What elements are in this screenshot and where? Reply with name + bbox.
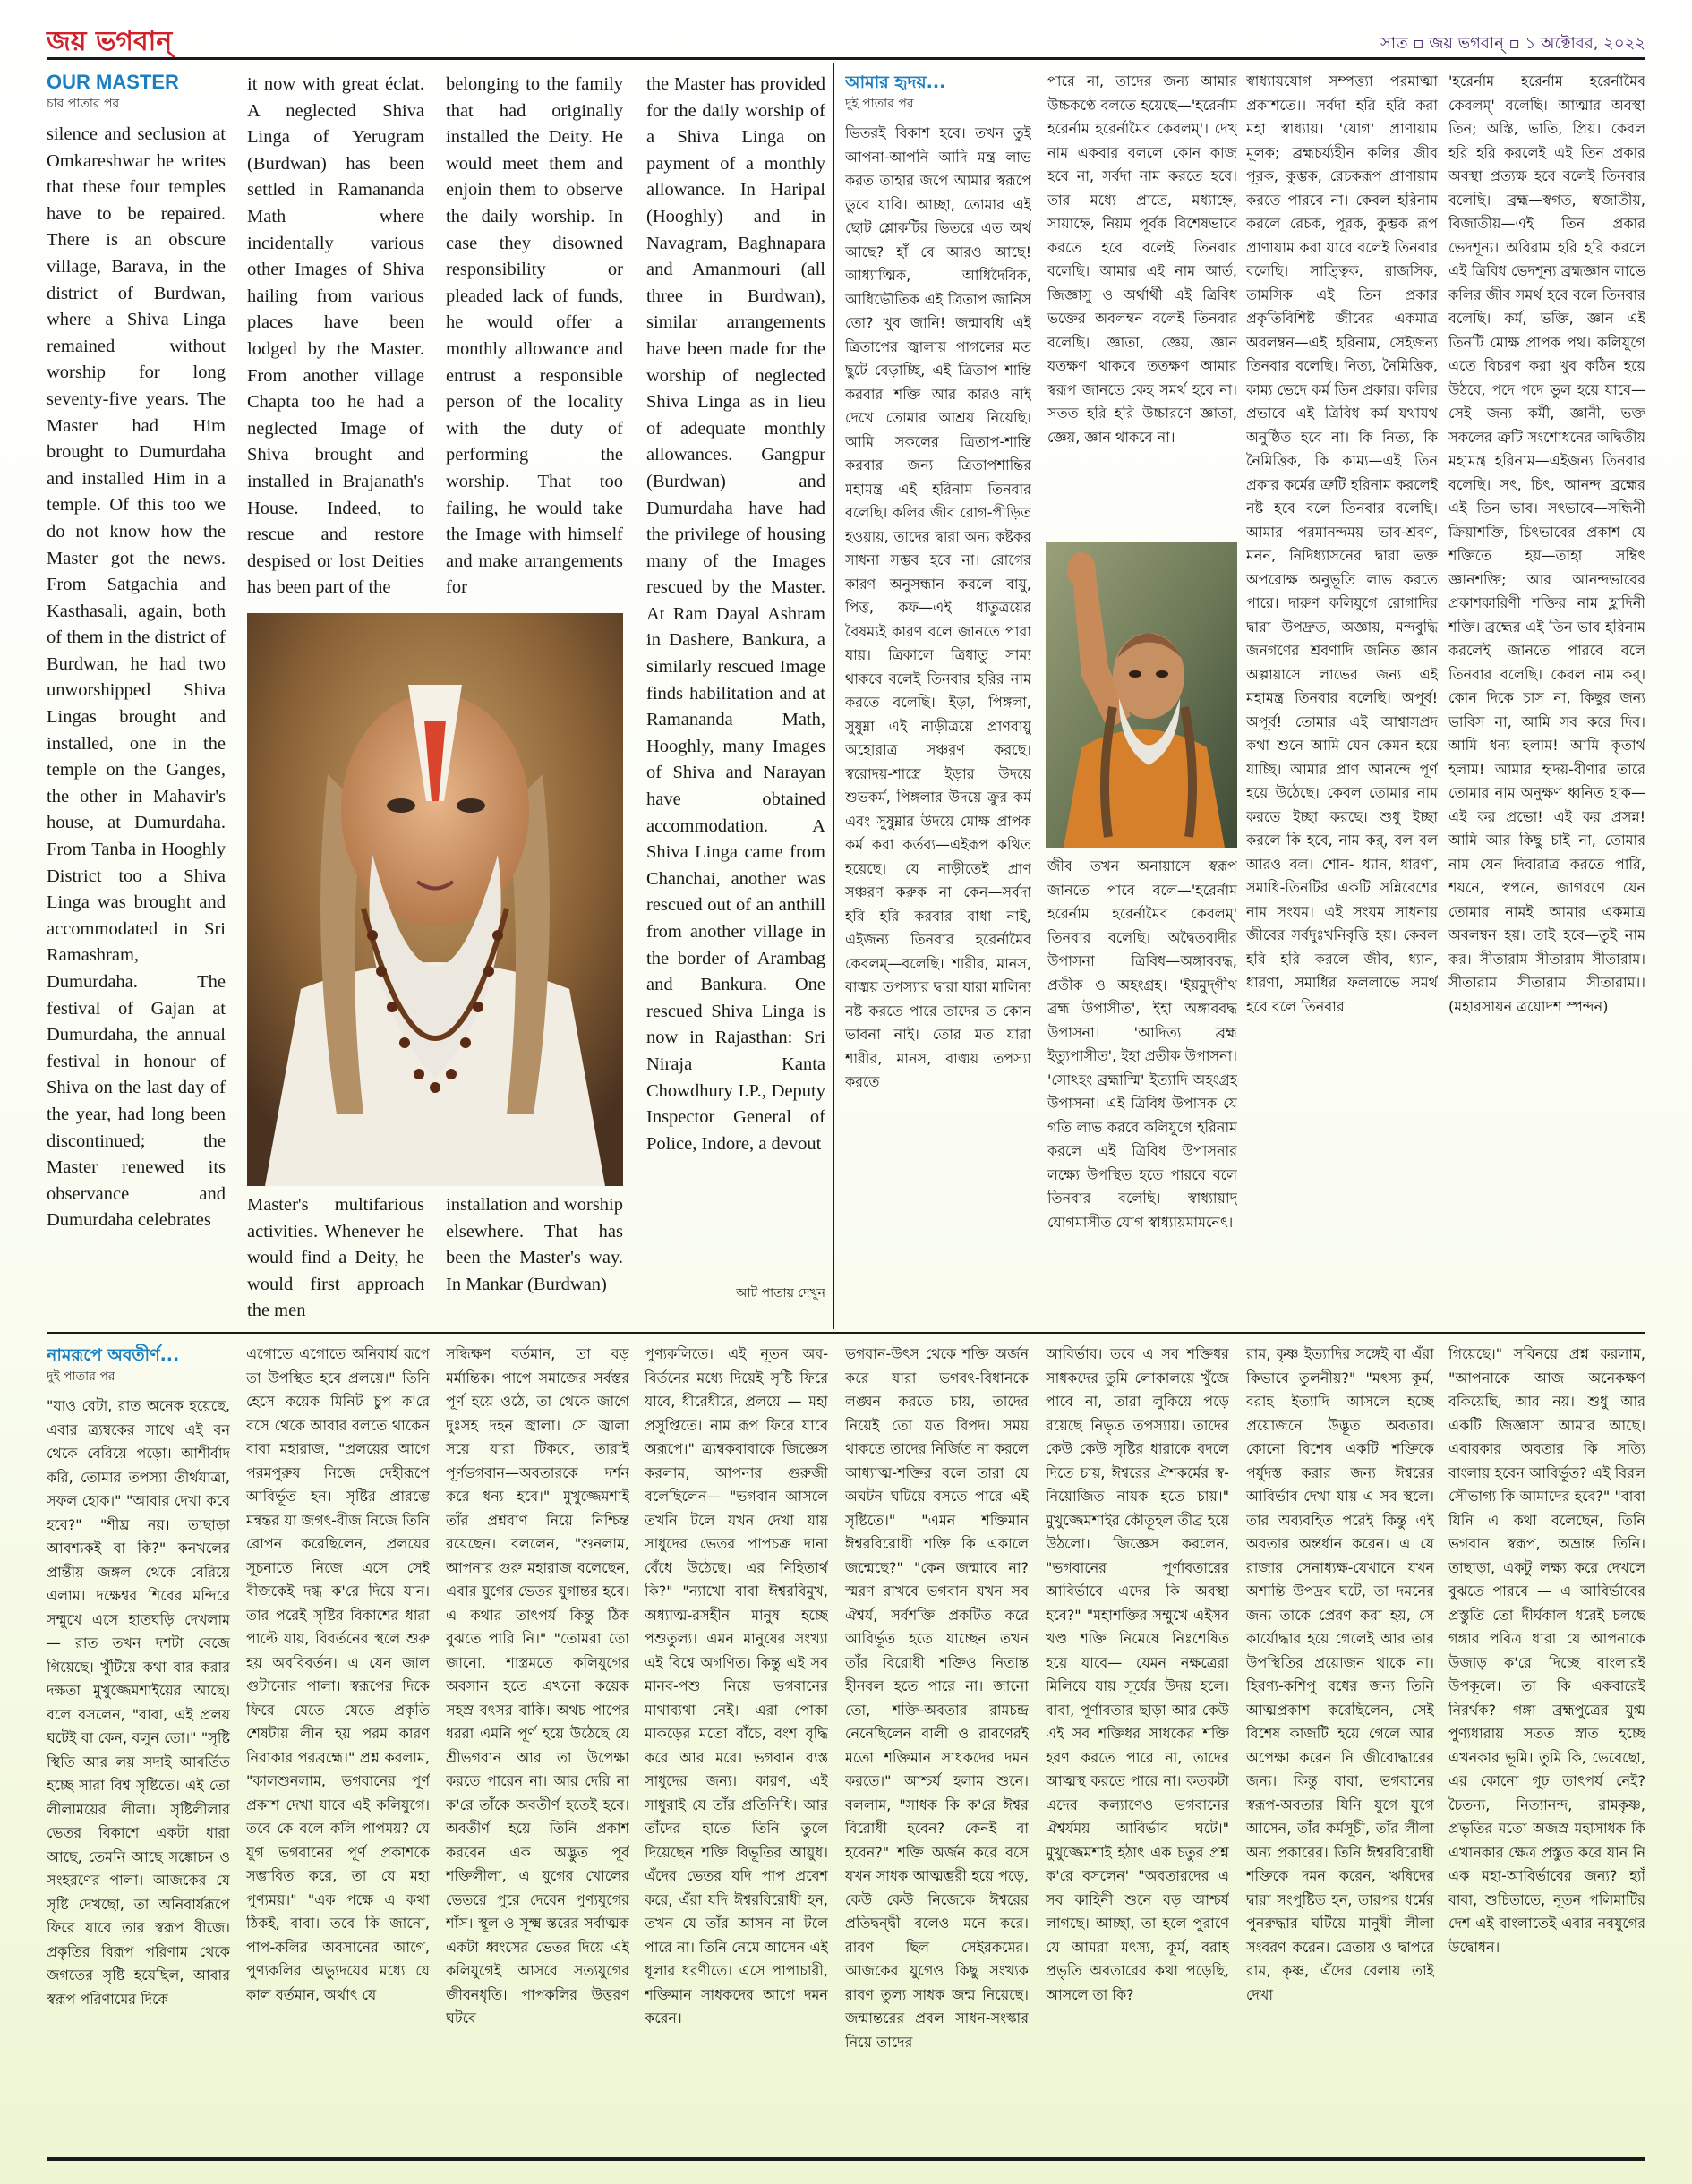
amar-hriday-col-1 [845,70,1031,1323]
column-divider [833,63,834,1329]
amar-hriday-col-3 [1246,70,1438,1323]
naamrupe-text-8: গিয়েছে।" সবিনয়ে প্রশ্ন করলাম, "আপনাকে আজ অনেকক্ষণ বকিয়েছি, আর নয়। শুধু আর একটি জিজ্ঞাসা আমার আছে। এবারকার অবতার কি সত্যি বাংলায় হবেন আবির্ভূত? এই বিরল সৌভাগ্য কি আমাদের হবে?" "বাবা যিনি এ কথা বলেছেন, তিনি ভগবান স্বরূপ, অভ্রান্ত তিনি। তাছাড়া, একটু লক্ষ্য করে দেখলে বুঝতে পারবে — এ আবির্ভাবের প্রস্তুতি তো দীর্ঘকাল ধরেই চলছে গঙ্গার পবিত্র ধারা যে আপনাকে উজাড় ক'রে দিচ্ছে বাংলারই উপকূলে। তা কি একবারেই নিরর্থক? গঙ্গা ব্রহ্মপুত্রের যুগ্ম পুণ্যধারায় সতত স্নাত হচ্ছে এখনকার ভূমি। তুমি কি, ভেবেছো, এর কোনো গূঢ় তাৎপর্য নেই? চৈতন্য, নিত্যানন্দ, রামকৃষ্ণ, প্রভৃতির মতো অজস্র মহাসাধক কি এখানকার ক্ষেত্র প্রস্তুত করে যান নি এক মহা-আবির্ভাবের জন্য? হ্যাঁ বাবা, শুচিতাতে, নূতন পলিমাটির দেশ এই বাংলাতেই এবার নবযুগের উদ্বোধন। [1448,1345,1645,1956]
naamrupe-col-8 [1448,1343,1645,2148]
amar-hriday-text-1: ভিতরই বিকাশ হবে। তখন তুই আপনা-আপনি আদি মন্ত্র লাভ করত তাহার জপে আমার স্বরূপে ডুবে যাবি। আচ্ছা, তোমার এই ছোট শ্লোকটির ভিতরে এত অর্থ আছে? হাঁ বে আরও আছে! আধ্যাত্মিক, আধিদৈবিক, আধিভৌতিক এই ত্রিতাপ জানিস তো? খুব জানি! জন্মাবধি এই ত্রিতাপের জ্বালায় পাগলের মত ছুটে বেড়াচ্ছি, এই ত্রিতাপ শান্তি করবার শক্তি আর কারও নাই দেখে তোমার আশ্রয় নিয়েছি। আমি সকলের ত্রিতাপ-শান্তি করবার জন্য ত্রিতাপশান্তির মহামন্ত্র এই হরিনাম তিনবার বলেছি। কলির জীব রোগ-পীড়িত হওয়ায়, তাদের দ্বারা অন্য কষ্টকর সাধনা সম্ভব হবে না। রোগের কারণ অনুসন্ধান করলে বায়ু, পিত্ত, কফ—এই ধাতুত্রয়ের বৈষম্যই কারণ বলে জানতে পারা যায়। ত্রিকালে ত্রিধাতু সাম্য থাকবে বলেই তিনবার হরির নাম করতে বলেছি। ইড়া, পিঙ্গলা, সুষুম্না এই নাড়ীত্রয়ে প্রাণবায়ু অহোরাত্র সঞ্চরণ করছে। স্বরোদয়-শাস্ত্রে ইড়ার উদয়ে শুভকর্ম, পিঙ্গলার উদয়ে ক্রুর কর্ম এবং সুষুম্নার উদয়ে মোক্ষ প্রাপক কর্ম করা কর্তব্য—এইরূপ কথিত হয়েছে। যে নাড়ীতেই প্রাণ সঞ্চরণ করুক না কেন—সর্বদা হরি হরি করবার বাধা নাই, এইজন্য তিনবার হরের্নামৈব কেবলম্—বলেছি। শারীর, মানস, বাঙ্ময় তপস্যার দ্বারা যারা মালিন্য নষ্ট করতে পারে তাদের ত কোন ভাবনা নাই। তোর মত যারা শারীর, মানস, বাঙ্ময় তপস্যা করতে [845,124,1031,1090]
naamrupe-col-6 [1046,1343,1229,2148]
naamrupe-text-5: ভগবান-উৎস থেকে শক্তি অর্জন করে যারা ভগবৎ-বিধানকে লঙ্ঘন করতে চায়, তাদের নিয়েই তো যত বিপদ। সময় থাকতে তাদের নির্জিত না করলে আধ্যাত্ম-শক্তির বলে তারা যে অঘটন ঘটিয়ে বসতে পারে এই সৃষ্টিতে।" "এমন শক্তিমান ঈশ্বরবিরোধী শক্তি কি একালে জন্মেছে?" "কেন জন্মাবে না? স্মরণ রাখবে ভগবান যখন সব ঐশ্বর্য, সর্বশক্তি প্রকটিত করে আবির্ভূত হতে যাচ্ছেন তখন তাঁর বিরোধী শক্তিও নিতান্ত হীনবল হতে পারে না। জানো তো, শক্তি-অবতার রামচন্দ্র নেনেছিলেন বালী ও রাবণেরই মতো শক্তিমান সাধকদের দমন করতে।" আশ্চর্য হলাম শুনে। বললাম, "সাধক কি ক'রে ঈশ্বর বিরোধী হবেন? কেনই বা হবেন?" শক্তি অর্জন করে বসে যখন সাধক আত্মম্ভরী হয়ে পড়ে, কেউ কেউ নিজেকে ঈশ্বরের প্রতিদ্বন্দ্বী বলেও মনে করে। রাবণ ছিল সেইরকমের। আজকের যুগেও কিছু সংখ্যক রাবণ তুল্য সাধক জন্ম নিয়েছে। জন্মান্তরের প্রবল সাধন-সংস্কার নিয়ে তাদের [845,1345,1029,2051]
page-folio: সাত ▫ জয় ভগবান্ ▫ ১ অক্টোবর, ২০২২ [1380,34,1645,53]
master-portrait-photo [247,613,623,1186]
our-master-col-2-bottom [247,1192,424,1322]
our-master-col-1 [47,70,226,1318]
naamrupe-text-7: রাম, কৃষ্ণ ইত্যাদির সঙ্গেই বা এঁরা কিভাবে তুলনীয়?" "মৎস্য কূর্ম, বরাহ ইত্যাদি আসলে হচ্ছে প্রয়োজনে উদ্ভূত অবতার। কোনো বিশেষ একটি শক্তিকে পর্যুদস্ত করার জন্য ঈশ্বরের আবির্ভাব দেখা যায় এ সব স্থলে। তার অব্যবহিত পরেই কিন্তু এই অবতার অন্তর্ধান করেন। এ যে রাজার সেনাধ্যক্ষ-যেখানে যখন অশান্তি উপদ্রব ঘটে, তা দমনের জন্য তাকে প্রেরণ করা হয়, সে কার্যোদ্ধার হয়ে গেলেই আর তার উপস্থিতির প্রয়োজন থাকে না। হিরণ্য-কশিপু বধের জন্য তিনি আত্মপ্রকাশ করেছিলেন, সেই বিশেষ কাজটি হয়ে গেলে আর অপেক্ষা করেন নি জীবোদ্ধারের জন্য। কিন্তু বাবা, ভগবানের স্বরূপ-অবতার যিনি যুগে যুগে আসেন, তাঁর কর্মসূচী, তাঁর লীলা অন্য প্রকারের। তিনি ঈশ্বরবিরোধী শক্তিকে দমন করেন, ঋষিদের দ্বারা সংপুষ্টিত হন, তারপর ধর্মের পুনরুদ্ধার ঘটিয়ে মানুষী লীলা সংবরণ করেন। ত্রেতায় ও দ্বাপরে রাম, কৃষ্ণ, এঁদের বেলায় তাই দেখা [1246,1345,1434,2003]
amar-hriday-heading: আমার হৃদয়... [845,73,946,92]
our-master-col-2-top [247,72,424,607]
our-master-text-2b: Master's multifarious activities. Whenever he would find a Deity, he would first approach the men [247,1195,424,1321]
naamrupe-col-7 [1246,1343,1434,2148]
footer-rule [47,2157,1645,2161]
our-master-col-3-top [446,72,623,607]
brand-title: জয় ভগবান্ [47,26,173,57]
our-master-jump: আট পাতায় দেখুন [736,1286,825,1301]
our-master-text-4: the Master has provided for the daily worship of a Shiva Linga on payment of a monthly allowance. In Haripal (Hooghly) and in Navagram, Baghnapara and Amanmouri (all three in Burdwan), similar arrangements have been made for the worship of neglected Shiva Linga as in lieu of adequate monthly allowances. Gangpur (Burdwan) and Dumurdaha have had the privilege of housing many of the Images rescued by the Master. At Ram Dayal Ashram in Dashere, Bankura, a similarly rescued Image finds habilitation and at Ramananda Math, Hooghly, many Images of Shiva and Narayan have obtained accommodation. A Shiva Linga came from Chanchai, another was rescued out of an anthill from another village in the border of Arambag and Bankura. One rescued Shiva Linga is now in Rajasthan: Sri Niraja Kanta Chowdhury I.P., Deputy Inspector General of Police, Indore, a devout [646,74,825,1154]
naamrupe-col-1 [47,1343,230,2148]
our-master-continued: চার পাতার পর [47,97,120,111]
amar-hriday-continued: দুই পাতার পর [845,97,914,111]
amar-hriday-col-2-top [1047,70,1237,535]
section-rule [47,1332,1645,1334]
naamrupe-text-1: "যাও বেটা, রাত অনেক হয়েছে, এবার ত্র্যম্বকের সাথে এই বন থেকে বেরিয়ে পড়ো। আশীর্বাদ করি, তোমার তপস্যা তীর্থযাত্রা, সফল হোক।" "আবার দেখা কবে হবে?" "শীঘ্র নয়। তাছাড়া আবশ্যকই বা কি?" কনখলের প্রান্তীয় জঙ্গল থেকে বেরিয়ে এলাম। দক্ষেশ্বর শিবের মন্দিরে সম্মুখে এসে হাতঘড়ি দেখলাম — রাত তখন দশটা বেজে গিয়েছে। খুঁটিয়ে কথা বার করার দক্ষতা মুখুজ্জেমশাইয়ের আছে। বলে বসলেন, "বাবা, এই প্রলয় ঘটেই বা কেন, বলুন তো।" "সৃষ্টি স্থিতি আর লয় সদাই আবর্তিত হচ্ছে সারা বিশ্ব সৃষ্টিতে। এই তো লীলাময়ের লীলা। সৃষ্টিলীলার ভেতর বিকাশে একটা ধারা আছে, তেমনি আছে সঙ্কোচন ও সংহরণের পালা। আজকের যে সৃষ্টি দেখছো, তা অনিবার্যরূপে ফিরে যাবে তার স্বরূপ বীজে। প্রকৃতির বিরূপ পরিণাম থেকে জগতের সৃষ্টি হয়েছিল, আবার স্বরূপ পরিণামের দিকে [47,1397,230,2008]
naamrupe-text-6: আবির্ভাব। তবে এ সব শক্তিধর সাধকদের তুমি লোকালয়ে খুঁজে পাবে না, তারা লুকিয়ে পড়ে রয়েছে নিভৃত তপস্যায়। তাদের কেউ কেউ সৃষ্টির ধারাকে বদলে দিতে চায়, ঈশ্বরের ঐশকর্মের স্ব-নিয়োজিত নায়ক হতে চায়।" মুখুজ্জেমশাইর কৌতূহল তীব্র হয়ে উঠলো। জিজ্ঞেস করলেন, "ভগবানের পূর্ণাবতারের আবির্ভাবে এদের কি অবস্থা হবে?" "মহাশক্তির সম্মুখে এইসব খণ্ড শক্তি নিমেষে নিঃশেষিত হয়ে যাবে— যেমন নক্ষত্রেরা মিলিয়ে যায় সূর্যের উদয় হলে। বাবা, পূর্ণাবতার ছাড়া আর কেউ এই সব শক্তিধর সাধকের শক্তি হরণ করতে পারে না, তাদের আত্মস্থ করতে পারে না। কতকটা এদের কল্যাণেও ভগবানের ঐশ্বর্যময় আবির্ভাব ঘটে।" মুখুজ্জেমশাই হঠাৎ এক চতুর প্রশ্ন ক'রে বসলেন' "অবতারদের এ সব কাহিনী শুনে বড় আশ্চর্য লাগছে। আচ্ছা, তা হলে পুরাণে যে আমরা মৎস্য, কূর্ম, বরাহ প্রভৃতি অবতারের কথা পড়েছি, আসলে তা কি? [1046,1345,1229,2003]
naamrupe-col-5 [845,1343,1029,2148]
amar-hriday-text-2b: জীব তখন অনায়াসে স্বরূপ জানতে পাবে বলে—'হরের্নাম হরের্নাম হরের্নামৈব কেবলম্' তিনবার বলেছি। অদ্বৈতবাদীর উপাসনা ত্রিবিধ—অঙ্গাববদ্ধ, প্রতীক ও অহংগ্রহ। 'ইয়মুদ্‌গীথ ব্রহ্ম উপাসীত', ইহা অঙ্গাববদ্ধ উপাসনা। 'আদিত্য ব্রহ্ম ইত্যুপাসীত', ইহা প্রতীক উপাসনা। 'সোঽহং ব্রহ্মাস্মি' ইত্যাদি অহংগ্রহ উপাসনা। এই ত্রিবিধ উপাসক যে গতি লাভ করবে কলিযুগে হরিনাম করলে এই ত্রিবিধ উপাসনার লক্ষ্যে উপস্থিত হতে পারবে বলে তিনবার বলেছি। স্বাধ্যায়াদ্ যোগমাসীত যোগ স্বাধ্যায়মামনেৎ। [1047,857,1237,1231]
naamrupe-continued: দুই পাতার পর [47,1369,115,1384]
naamrupe-col-4 [645,1343,828,2148]
master-portrait-image [247,613,623,1186]
masthead [47,20,1645,55]
our-master-col-4 [646,72,825,1320]
amar-hriday-text-4: 'হরের্নাম হরের্নাম হরের্নামৈব কেবলম্' বলেছি। আত্মার অবস্থা তিন; অস্তি, ভাতি, প্রিয়। কেবল হরি হরি করলেই এই তিন প্রকার অবস্থা প্রত্যক্ষ হবে বলেই তিনবার বলেছি। ব্রহ্ম—স্বগত, স্বজাতীয়, বিজাতীয়—এই তিন প্রকার ভেদশূন্য। অবিরাম হরি হরি করলে এই ত্রিবিধ ভেদশূন্য ব্রহ্মজ্ঞান লাভে কলির জীব সমর্থ হবে বলে তিনবার বলেছি। কর্ম, ভক্তি, জ্ঞান এই তিনটি মোক্ষ প্রাপক পথ। কলিযুগে এতে বিচরণ করা খুব কঠিন হয়ে উঠবে, পদে পদে ভুল হয়ে যাবে—সেই জন্য কর্মী, জ্ঞানী, ভক্ত সকলের ত্রুটি সংশোধনের অদ্বিতীয় মহামন্ত্র হরিনাম—এইজন্য তিনবার বলেছি। সৎ, চিৎ, আনন্দ ব্রহ্মের এই তিন ভাব। সৎভাবে—সন্ধিনী ক্রিয়াশক্তি, চিৎভাবের প্রকাশ যে শক্তিতে হয়—তাহা সম্বিৎ জ্ঞানশক্তি; আর আনন্দভাবের প্রকাশকারিণী শক্তির নাম হ্লাদিনী শক্তি। ব্রহ্মের এই তিন ভাব হরিনাম করলেই জানতে পারবে বলে তিনবার বলেছি। কেবল নাম কর্। কোন দিকে চাস না, কিছুর জন্য ভাবিস না, আমি সব করে দিব। আমি ধন্য হলাম! আমি কৃতার্থ হলাম! আমার হৃদয়-বীণার তারে তোমার নাম অনুক্ষণ ধ্বনিত হ'ক—এই কর প্রভো! এই কর প্রসন্ন! আমি আর কিছু চাই না, তোমার নাম যেন দিবারাত্র করতে পারি, শয়নে, স্বপনে, জাগরণে যেন তোমার নামই আমার একমাত্র অবলম্বন হয়। তাই হবে—তুই নাম কর। সীতারাম সীতারাম সীতারাম। সীতারাম সীতারাম সীতারাম।। (মহারসায়ন ত্রয়োদশ স্পন্দন) [1448,73,1645,1015]
amar-hriday-col-4 [1448,70,1645,1323]
our-master-col-3-bottom [446,1192,623,1322]
amar-hriday-text-2a: পারে না, তাদের জন্য আমার উচ্চকণ্ঠে বলতে হয়েছে—'হরের্নাম হরের্নাম হরের্নামৈব কেবলম্'। দেখ্ নাম একবার বললে কোন কাজ হবে না, সর্বদা নাম করতে হবে। তার মধ্যে প্রাতে, মধ্যাহ্নে, সায়াহ্নে, নিয়ম পূর্বক বিশেষভাবে করতে হবে বলেই তিনবার বলেছি। আমার এই নাম আর্ত, জিজ্ঞাসু ও অর্থার্থী এই ত্রিবিধ ভক্তের অবলম্বন বলেই তিনবার বলেছি। জ্ঞাতা, জ্ঞেয়, জ্ঞান যতক্ষণ থাকবে ততক্ষণ আমার স্বরূপ জানতে কেহ সমর্থ হবে না। সতত হরি হরি উচ্চারণে জ্ঞাতা, জ্ঞেয়, জ্ঞান থাকবে না। [1047,73,1237,446]
naamrupe-heading: নামরূপে অবতীর্ণ... [47,1345,180,1365]
amar-hriday-col-2-bottom [1047,855,1237,1325]
our-master-text-3b: installation and worship elsewhere. That has been the Master's way. In Mankar (Burdwan) [446,1195,623,1294]
our-master-text-3a: belonging to the family that had originally installed the Deity. He would meet them and enjoin them to observe the daily worship. In case they disowned responsibility or pleaded lack of funds, he would offer a monthly allowance and entrust a responsible person of the locality with the duty of performing the worship. That too failing, he would take the Image with himself and make arrangements for [446,74,623,598]
our-master-text-2a: it now with great éclat. A neglected Shiva Linga of Yerugram (Burdwan) has been settled in Ramananda Math where incidentally various other Images of Shiva hailing from various places have been lodged by the Master. From another village Chapta too he had a neglected Image of Shiva brought and installed in Brajanath's House. Indeed, to rescue and restore despised or lost Deities has been part of the [247,74,424,598]
master-blessing-photo [1046,542,1237,848]
our-master-heading: OUR MASTER [47,71,179,93]
naamrupe-text-3: সন্ধিক্ষণ বর্তমান, তা বড় মর্মান্তিক। পাপে সমাজের সর্বস্তর পূর্ণ হয়ে ওঠে, তা থেকে জাগে দুঃসহ দহন জ্বালা। সে জ্বালা সয়ে যারা টিকবে, তারাই পূর্ণভগবান—অবতারকে দর্শন করে ধন্য হবে।" মুখুজ্জেমশাই তাঁর প্রশ্নবাণ নিয়ে নিশ্চিন্ত রয়েছেন। বললেন, "শুনলাম, আপনার গুরু মহারাজ বলেছেন, এবার যুগের ভেতর যুগান্তর হবে। এ কথার তাৎপর্য কিন্তু ঠিক বুঝতে পারি নি।" "তোমরা তো জানো, শাস্ত্রমতে কলিযুগের অবসান হতে এখনো কয়েক সহস্র বৎসর বাকি। অথচ পাপের ধররা এমনি পূর্ণ হয়ে উঠেছে যে শ্রীভগবান আর তা উপেক্ষা করতে পারেন না। আর দেরি না ক'রে তাঁকে অবতীর্ণ হতেই হবে। অবতীর্ণ হয়ে তিনি প্রকাশ করবেন এক অদ্ভুত পূর্ব শক্তিলীলা, এ যুগের খোলের ভেতরে পুরে দেবেন পুণ্যযুগের শাঁস। স্থূল ও সূক্ষ্ম স্তরের সর্বাত্মক একটা ধ্বংসের ভেতর দিয়ে এই কলিযুগেই আসবে সত্যযুগের জীবনধৃতি। পাপকলির উত্তরণ ঘটবে [446,1345,629,2026]
master-blessing-image [1046,542,1237,848]
naamrupe-text-4: পুণ্যকলিতে। এই নূতন অব-বির্তনের মধ্যে দিয়েই সৃষ্টি ফিরে যাবে, ধীরেধীরে, প্রলয়ে — মহা প্রসুপ্তিতে। নাম রূপ ফিরে যাবে অরূপে।" ত্র্যম্বকবাবাকে জিজ্ঞেস করলাম, আপনার গুরুজী বলেছিলেন— "ভগবান আসলে তখনি টলে যখন দেখা যায় সাধুদের ভেতর পাপচক্র দানা বেঁধে উঠেছে। এর নিহিতার্থ কি?" "ন্যাখো বাবা ঈশ্বরবিমুখ, অধ্যাত্ম-রসহীন মানুষ হচ্ছে পশুতুল্য। এমন মানুষের সংখ্যা এই বিশ্বে অগণিত। কিন্তু এই সব মানব-পশু নিয়ে ভগবানের মাথাব্যথা নেই। এরা পোকা মাকড়ের মতো বাঁচে, বংশ বৃদ্ধি করে আর মরে। ভগবান ব্যস্ত সাধুদের জন্য। কারণ, এই সাধুরাই যে তাঁর প্রতিনিধি। আর তাঁদের হাতে তিনি তুলে দিয়েছেন শক্তি বিভূতির আয়ুধ। এঁদের ভেতর যদি পাপ প্রবেশ করে, এঁরা যদি ঈশ্বরবিরোধী হন, তখন যে তাঁর আসন না টলে পারে না। তিনি নেমে আসেন এই ধূলার ধরণীতে। এসে পাপাচারী, শক্তিমান সাধকদের আগে দমন করেন। [645,1345,828,2026]
naamrupe-col-3 [446,1343,629,2148]
header-rule [47,57,1645,60]
our-master-text-1: silence and seclusion at Omkareshwar he writes that these four temples have to be repaired. There is an obscure village, Barava, in the district of Burdwan, where a Shiva Linga remained without worship for long seventy-five years. The Master had Him brought to Dumurdaha and installed Him in a temple. Of this too we do not know how the Master got the news. From Satgachia and Kasthasali, again, both of them in the district of Burdwan, he had two unworshipped Shiva Lingas brought and installed, one in the temple on the Ganges, the other in Mahavir's house, at Dumurdaha. From Tanba in Hooghly District too a Shiva Linga was brought and accommodated in Sri Ramashram, Dumurdaha. The festival of Gajan at Dumurdaha, the annual festival in honour of Shiva on the last day of the year, had long been discontinued; the Master renewed its observance and Dumurdaha celebrates [47,124,226,1231]
naamrupe-text-2: এগোতে এগোতে অনিবার্য রূপে তা উপস্থিত হবে প্রলয়ে।" তিনি হেসে কয়েক মিনিট চুপ ক'রে বসে থেকে আবার বলতে থাকেন বাবা মহারাজ, "প্রলয়ের আগে পরমপুরুষ নিজে দেহীরূপে আবির্ভূত হন। সৃষ্টির প্রারম্ভে মন্বন্তর যা জগৎ-বীজ নিজে তিনি রোপন করেছিলেন, প্রলয়ের সূচনাতে নিজে এসে সেই বীজকেই দগ্ধ ক'রে দিয়ে যান। তার পরেই সৃষ্টির বিকাশের ধারা পাল্টে যায়, বিবর্তনের স্থলে শুরু হয় অববিবর্তন। এ যেন জাল গুটানোর পালা। স্বরূপের দিকে ফিরে যেতে যেতে প্রকৃতি শেষটায় লীন হয় পরম কারণ নিরাকার পরব্রহ্মে।" প্রশ্ন করলাম, "কালশুনলাম, ভগবানের পূর্ণ প্রকাশ দেখা যাবে এই কলিযুগে। তবে কে বলে কলি পাপময়? যে যুগ ভগবানের পূর্ণ প্রকাশকে সম্ভাবিত করে, তা যে মহা পুণ্যময়।" "এক পক্ষে এ কথা ঠিকই, বাবা। তবে কি জানো, পাপ-কলির অবসানের আগে, পুণ্যকলির অভ্যুদয়ের মধ্যে যে কাল বর্তমান, অর্থাৎ যে [246,1345,430,2003]
amar-hriday-text-3: স্বাধ্যায়যোগ সম্পত্ত্যা পরমাত্মা প্রকাশতে।। সর্বদা হরি হরি করা মহা স্বাধ্যায়। 'যোগ' প্রাণায়াম মূলক; ব্রহ্মচর্য্যহীন কলির জীব পূরক, কুম্ভক, রেচকরূপ প্রাণায়াম করতে পারবে না। কেবল হরিনাম করলে রেচক, পূরক, কুম্ভক রূপ প্রাণায়াম করা যাবে বলেই তিনবার বলেছি। সাত্ত্বিক, রাজসিক, তামসিক এই তিন প্রকার প্রকৃতিবিশিষ্ট জীবের একমাত্র অবলম্বন—এই হরিনাম, সেইজন্য তিনবার বলেছি। নিত্য, নৈমিত্তিক, কাম্য ভেদে কর্ম তিন প্রকার। কলির প্রভাবে এই ত্রিবিধ কর্ম যথাযথ অনুষ্ঠিত হবে না। কি নিত্য, কি নৈমিত্তিক, কি কাম্য—এই তিন প্রকার কর্মের ত্রুটি হরিনাম করলেই নষ্ট হবে বলে তিনবার বলেছি। আমার পরমানন্দময় ভাব-শ্রবণ, মনন, নিদিধ্যাসনের দ্বারা ভক্ত অপরোক্ষ অনুভূতি লাভ করতে পারে। দারুণ কলিযুগে রোগাদির দ্বারা উপদ্রুত, অজ্ঞায়, মন্দবুদ্ধি জনগণের শ্রবণাদি জনিত জ্ঞান অল্পায়াসে লাভের জন্য এই মহামন্ত্র তিনবার বলেছি। অপূর্ব! অপূর্ব! তোমার এই আশ্বাসপ্রদ কথা শুনে আমি যেন কেমন হয়ে যাচ্ছি। আমার প্রাণ আনন্দে পূর্ণ হয়ে উঠেছে। কেবল তোমার নাম করতে ইচ্ছা করছে। শুধু ইচ্ছা করলে কি হবে, নাম কর্, বল বল আরও বল। শোন- ধ্যান, ধারণা, সমাধি-তিনটির একটি সন্নিবেশের নাম সংযম। এই সংযম সাধনায় জীবের সর্বদুঃখনিবৃত্তি হয়। কেবল হরি হরি করলে জীব, ধ্যান, ধারণা, সমাধির ফললাভে সমর্থ হবে বলে তিনবার [1246,73,1438,1015]
naamrupe-col-2 [246,1343,430,2148]
